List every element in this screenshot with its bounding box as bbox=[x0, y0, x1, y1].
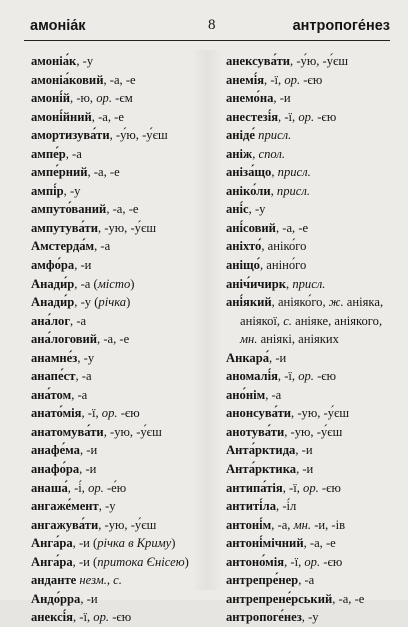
entry-headword: антоно́мія bbox=[226, 554, 285, 569]
dictionary-entry bbox=[226, 479, 402, 498]
dictionary-entry bbox=[226, 423, 402, 442]
dictionary-entry bbox=[226, 237, 402, 256]
dictionary-entry bbox=[31, 52, 211, 71]
entry-form: , -и bbox=[80, 591, 98, 606]
entry-label: річка bbox=[98, 295, 127, 310]
entry-form: , -и ( bbox=[72, 554, 98, 569]
entry-form: , -ю, bbox=[70, 91, 97, 106]
entry-form: , -ї, bbox=[278, 109, 299, 124]
entry-tail: -єю bbox=[313, 369, 337, 384]
entry-headword: Андо́рра bbox=[31, 591, 81, 606]
entry-form: , -ї, bbox=[264, 72, 285, 87]
entry-headword: амоніа́ковий bbox=[31, 72, 104, 87]
entry-form: , -у bbox=[301, 610, 319, 625]
dictionary-entry bbox=[31, 312, 211, 331]
dictionary-entry bbox=[226, 108, 402, 127]
entry-form: , -а, -е bbox=[303, 536, 336, 551]
entry-tail: ) bbox=[126, 295, 131, 310]
entry-tail: -єю bbox=[314, 109, 337, 124]
entry-form: , -а bbox=[298, 573, 315, 588]
entry-headword: антоні́мічний bbox=[226, 536, 304, 551]
entry-tail: -єю bbox=[318, 480, 341, 495]
entry-form: , -ї, bbox=[282, 480, 304, 495]
entry-form: , -а bbox=[70, 313, 87, 328]
entry-headword: антрепре́нер bbox=[226, 573, 299, 588]
entry-headword: ано́нім bbox=[226, 387, 266, 402]
entry-form: , -а, bbox=[271, 517, 294, 532]
dictionary-entry bbox=[31, 237, 211, 256]
entry-headword: анотува́ти bbox=[226, 424, 285, 439]
dictionary-entry bbox=[31, 126, 211, 145]
entry-headword: амортизува́ти bbox=[31, 128, 110, 143]
dictionary-entry bbox=[31, 534, 211, 553]
entry-headword: анданте bbox=[31, 573, 77, 588]
entry-form: , -у́ю, -у́єш bbox=[109, 128, 168, 143]
entry-form: , -а, -е bbox=[106, 202, 139, 217]
dictionary-entry bbox=[226, 219, 402, 238]
entry-form: , -у bbox=[248, 202, 266, 217]
entry-form: , -у bbox=[77, 350, 95, 365]
right-column bbox=[226, 52, 402, 627]
dictionary-entry bbox=[226, 293, 402, 312]
entry-headword: антрепрене́рський bbox=[226, 591, 333, 606]
entry-headword: антоні́м bbox=[226, 517, 272, 532]
entry-headword: анексі́я bbox=[31, 610, 73, 625]
entry-tail: аніякі, аніяких bbox=[257, 332, 339, 347]
entry-label: мн. bbox=[240, 332, 258, 347]
entry-form: , -а bbox=[71, 387, 88, 402]
entry-form: , -а, -е bbox=[103, 72, 136, 87]
dictionary-entry bbox=[226, 608, 402, 627]
dictionary-entry bbox=[226, 516, 402, 535]
dictionary-entry bbox=[31, 590, 211, 609]
entry-tail: ) bbox=[184, 554, 189, 569]
entry-label: ор. bbox=[304, 554, 321, 569]
dictionary-entry bbox=[31, 404, 211, 423]
dictionary-entry bbox=[31, 219, 211, 238]
entry-form: , -а, -е bbox=[332, 591, 365, 606]
entry-headword: Анта́рктика bbox=[226, 462, 297, 477]
dictionary-entry bbox=[31, 460, 211, 479]
entry-headword: Амстерда́м bbox=[31, 239, 95, 254]
entry-form: , bbox=[252, 146, 259, 161]
dictionary-entry bbox=[226, 182, 402, 201]
entry-headword: анамне́з bbox=[31, 350, 78, 365]
entry-label: ор. bbox=[298, 109, 315, 124]
entry-form: , bbox=[270, 183, 277, 198]
entry-label: ор. bbox=[303, 480, 319, 495]
entry-headword: ана́логовий bbox=[31, 332, 98, 347]
dictionary-entry bbox=[31, 571, 211, 590]
entry-tail: ) bbox=[171, 536, 176, 551]
dictionary-entry bbox=[31, 423, 211, 442]
page-number: 8 bbox=[208, 17, 216, 33]
entry-headword: анатомува́ти bbox=[31, 424, 104, 439]
entry-headword: Анта́рктида bbox=[226, 443, 296, 458]
entry-form: , -у bbox=[63, 183, 81, 198]
entry-headword: ампе́рний bbox=[31, 165, 88, 180]
entry-headword: ана́том bbox=[31, 387, 72, 402]
entry-form: , -а bbox=[265, 387, 282, 402]
entry-tail: -и, -ів bbox=[311, 517, 346, 532]
entry-form: , аніко́го bbox=[261, 239, 307, 254]
dictionary-entry bbox=[226, 256, 402, 275]
entry-headword: ані́с bbox=[226, 202, 249, 217]
entry-label: с. bbox=[283, 313, 292, 328]
dictionary-entry bbox=[226, 534, 402, 553]
entry-headword: ані́совий bbox=[226, 220, 276, 235]
entry-headword: аніде́ bbox=[226, 128, 256, 143]
entry-label: ор. bbox=[93, 610, 110, 625]
entry-label: притока Єнісею bbox=[97, 554, 185, 569]
entry-headword: Анга́ра bbox=[31, 536, 73, 551]
entry-headword: антипа́тія bbox=[226, 480, 283, 495]
entry-headword: ампутува́ти bbox=[31, 220, 98, 235]
entry-form: , -и bbox=[295, 443, 313, 458]
entry-form: , -а bbox=[75, 369, 92, 384]
dictionary-entry bbox=[31, 182, 211, 201]
entry-form: , -ї, bbox=[277, 369, 299, 384]
entry-headword: анемо́на bbox=[226, 91, 274, 106]
entry-form: , -ї, bbox=[81, 406, 102, 421]
entry-headword: аніщо́ bbox=[226, 258, 260, 273]
entry-tail: ) bbox=[130, 276, 135, 291]
entry-form: , bbox=[286, 276, 293, 291]
entry-label: присл. bbox=[258, 128, 292, 143]
entry-label: присл. bbox=[276, 183, 311, 198]
dictionary-entry bbox=[226, 200, 402, 219]
entry-label: ор. bbox=[101, 406, 118, 421]
entry-label: ж. bbox=[328, 295, 344, 310]
entry-tail: аніяке, аніякого, bbox=[291, 313, 383, 328]
dictionary-entry bbox=[31, 349, 211, 368]
dictionary-entry bbox=[31, 293, 211, 312]
dictionary-entry bbox=[31, 497, 211, 516]
dictionary-entry bbox=[31, 479, 211, 498]
entry-form: , -и bbox=[79, 443, 98, 458]
entry-headword: Анкара́ bbox=[226, 350, 270, 365]
entry-label: присл. bbox=[292, 276, 326, 291]
dictionary-entry bbox=[31, 553, 211, 572]
dictionary-entry bbox=[226, 330, 402, 349]
entry-headword: анестезі́я bbox=[226, 109, 279, 124]
entry-headword: анапе́ст bbox=[31, 369, 76, 384]
entry-tail: -єю bbox=[109, 610, 132, 625]
entry-form: аніякої, bbox=[240, 313, 284, 328]
dictionary-entry bbox=[226, 553, 402, 572]
entry-form: , -ую, -у́єш bbox=[284, 424, 343, 439]
dictionary-entry bbox=[31, 145, 211, 164]
entry-headword: аніхто́ bbox=[226, 239, 262, 254]
entry-form: , -а, -е bbox=[91, 109, 124, 124]
entry-label: ор. bbox=[298, 369, 314, 384]
dictionary-entry bbox=[31, 89, 211, 108]
header-left-headword: амоніа́к bbox=[30, 18, 86, 34]
entry-headword: аніко́ли bbox=[226, 183, 271, 198]
entry-form: , -у bbox=[76, 54, 94, 68]
entry-form: , -и bbox=[296, 462, 314, 477]
entry-label: ор. bbox=[96, 91, 112, 106]
entry-tail: -єю bbox=[117, 406, 140, 421]
entry-label: річка в Криму bbox=[97, 536, 172, 551]
entry-form: , аніно́го bbox=[259, 258, 307, 273]
entry-label: ор. bbox=[88, 480, 104, 495]
entry-form: , -а, -е bbox=[275, 220, 309, 235]
dictionary-entry bbox=[226, 145, 402, 164]
dictionary-entry bbox=[31, 275, 211, 294]
dictionary-entry bbox=[226, 349, 402, 368]
dictionary-entry bbox=[226, 497, 402, 516]
entry-tail: -єю bbox=[320, 554, 343, 569]
dictionary-entry bbox=[31, 386, 211, 405]
entry-form: , -ую, -у́єш bbox=[98, 517, 157, 532]
dictionary-entry bbox=[31, 330, 211, 349]
entry-headword: анемі́я bbox=[226, 72, 265, 87]
page-header bbox=[24, 14, 390, 42]
entry-form: , -ї, bbox=[73, 610, 94, 625]
entry-headword: Анади́р bbox=[31, 276, 75, 291]
entry-form: , -и bbox=[269, 350, 287, 365]
dictionary-entry bbox=[31, 163, 211, 182]
entry-tail: -єю bbox=[300, 72, 323, 87]
entry-form: , -і́, bbox=[67, 480, 89, 495]
dictionary-entry bbox=[31, 516, 211, 535]
entry-form: , -а bbox=[65, 146, 82, 161]
dictionary-entry bbox=[31, 367, 211, 386]
dictionary-entry bbox=[31, 441, 211, 460]
dictionary-entry bbox=[226, 404, 402, 423]
dictionary-entry bbox=[31, 200, 211, 219]
entry-form: , -а bbox=[94, 239, 111, 254]
entry-form: , -и ( bbox=[72, 536, 98, 551]
dictionary-entry bbox=[226, 312, 402, 331]
entry-headword: ана́лог bbox=[31, 313, 71, 328]
entry-headword: ангаже́мент bbox=[31, 499, 99, 514]
entry-headword: аномалі́я bbox=[226, 369, 278, 384]
dictionary-entry bbox=[226, 386, 402, 405]
dictionary-entry bbox=[31, 108, 211, 127]
dictionary-entry bbox=[31, 71, 211, 90]
entry-form: , -у́ю, -у́єш bbox=[290, 54, 349, 68]
left-column bbox=[31, 52, 211, 627]
entry-form: , -ї, bbox=[284, 554, 305, 569]
entry-headword: амфо́ра bbox=[31, 258, 75, 273]
entry-headword: анато́мія bbox=[31, 406, 82, 421]
entry-headword: ампі́р bbox=[31, 183, 64, 198]
entry-form: , -и bbox=[79, 462, 97, 477]
dictionary-entry bbox=[226, 126, 402, 145]
entry-headword: Анади́р bbox=[31, 295, 75, 310]
dictionary-entry bbox=[226, 163, 402, 182]
entry-label: мн. bbox=[293, 517, 312, 532]
entry-tail: -єм bbox=[111, 91, 133, 106]
entry-form: , -у ( bbox=[74, 295, 99, 310]
entry-headword: ампе́р bbox=[31, 146, 66, 161]
dictionary-entry bbox=[226, 89, 402, 108]
entry-form: , -і́л bbox=[276, 499, 297, 514]
entry-headword: амоніа́к bbox=[31, 54, 77, 68]
entry-form: , аніяко́го, bbox=[271, 295, 329, 310]
entry-tail: аніяка, bbox=[343, 295, 384, 310]
dictionary-entry bbox=[31, 608, 211, 627]
entry-headword: Анга́ра bbox=[31, 554, 73, 569]
entry-headword: анафе́ма bbox=[31, 443, 80, 458]
entry-headword: ані́який bbox=[226, 295, 272, 310]
entry-headword: аніч́ичирк bbox=[226, 276, 287, 291]
entry-headword: анексува́ти bbox=[226, 54, 291, 68]
entry-form: , -ую, -у́єш bbox=[291, 406, 350, 421]
header-right-headword: антропоге́нез bbox=[292, 18, 390, 34]
entry-form: , -а ( bbox=[74, 276, 98, 291]
entry-headword: ангажува́ти bbox=[31, 517, 99, 532]
entry-headword: антропоге́нез bbox=[226, 610, 302, 625]
entry-form: , -а, -е bbox=[97, 332, 130, 347]
entry-form: , -и bbox=[74, 258, 92, 273]
entry-headword: ампуто́ваний bbox=[31, 202, 107, 217]
entry-headword: анонсува́ти bbox=[226, 406, 292, 421]
entry-headword: аніза́що bbox=[226, 165, 272, 180]
entry-label: незм., с. bbox=[79, 573, 122, 588]
entry-label: місто bbox=[97, 276, 131, 291]
entry-headword: анафо́ра bbox=[31, 462, 80, 477]
entry-label: спол. bbox=[258, 146, 285, 161]
dictionary-entry bbox=[226, 275, 402, 294]
entry-form: , -у bbox=[98, 499, 116, 514]
dictionary-entry bbox=[226, 367, 402, 386]
entry-form: , -а, -е bbox=[87, 165, 120, 180]
entry-headword: антиті́ла bbox=[226, 499, 277, 514]
entry-label: присл. bbox=[277, 165, 311, 180]
entry-headword: анаша́ bbox=[31, 480, 68, 495]
dictionary-entry bbox=[226, 52, 402, 71]
dictionary-entry bbox=[226, 460, 402, 479]
entry-label: ор. bbox=[284, 72, 301, 87]
dictionary-entry bbox=[226, 441, 402, 460]
entry-form: , -ую, -у́єш bbox=[103, 424, 162, 439]
header-rule bbox=[24, 40, 390, 41]
dictionary-entry bbox=[31, 256, 211, 275]
entry-tail: -е́ю bbox=[103, 480, 127, 495]
entry-headword: амоні́й bbox=[31, 91, 71, 106]
entry-headword: аніж bbox=[226, 146, 253, 161]
entry-form: , bbox=[271, 165, 278, 180]
dictionary-entry bbox=[226, 590, 402, 609]
entry-form: , -и bbox=[273, 91, 291, 106]
dictionary-entry bbox=[226, 71, 402, 90]
entry-headword: амоні́йний bbox=[31, 109, 92, 124]
entry-form: , -ую, -у́єш bbox=[97, 220, 157, 235]
dictionary-entry bbox=[226, 571, 402, 590]
